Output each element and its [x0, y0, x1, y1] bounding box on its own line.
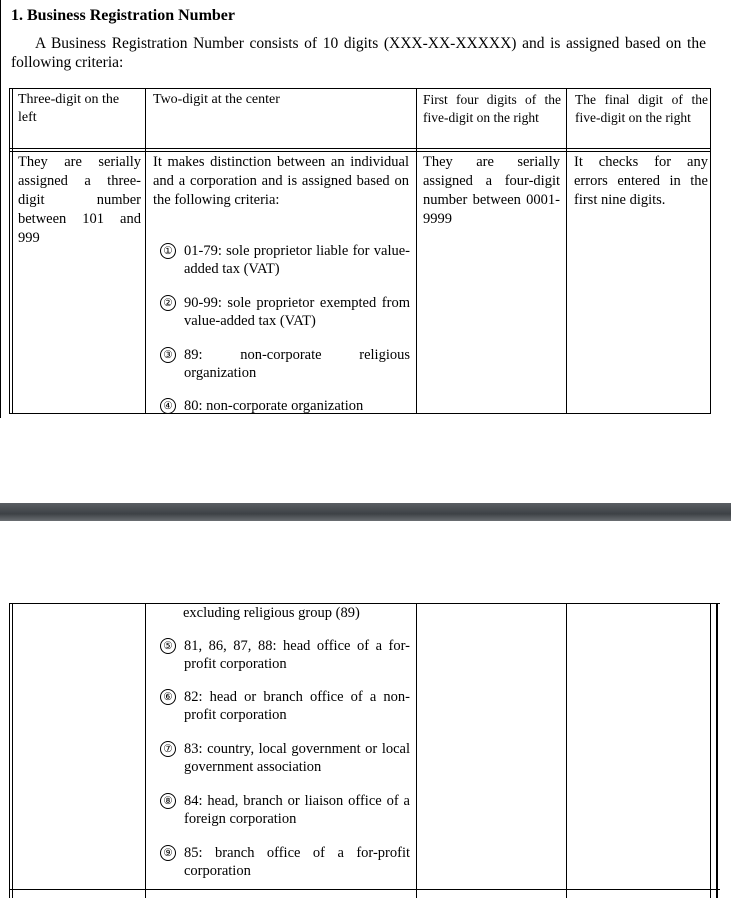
criteria-item — [160, 740, 410, 776]
table-header-divider-2 — [9, 151, 711, 152]
col-4-body: It checks for any errors entered in the first nine digits. — [574, 154, 708, 208]
criteria-text: 01-79: sole proprietor liable for value-added tax (VAT) — [184, 243, 410, 277]
criteria-item — [160, 637, 410, 673]
page-break-bar — [0, 503, 731, 521]
criteria-item — [160, 688, 410, 724]
col-divider-1 — [145, 603, 146, 898]
criteria-text: 85: branch office of a for-profit corporation — [184, 845, 410, 879]
circled-number: ② — [160, 295, 176, 311]
table-bottom-border — [9, 889, 720, 890]
criteria-item — [160, 792, 410, 828]
section-heading: 1. Business Registration Number — [11, 7, 236, 24]
header-col-1: Three-digit on the left — [18, 92, 120, 125]
header-col-2: Two-digit at the center — [153, 92, 280, 107]
criteria-text: 80: non-corporate organization — [184, 398, 364, 414]
header-col-4: The final digit of the five-digit on the right — [575, 92, 708, 125]
table-top-border — [9, 88, 711, 89]
criteria-text: 83: country, local government or local government association — [184, 741, 410, 775]
col-divider-1 — [145, 88, 146, 414]
table-left-border — [9, 603, 10, 898]
document-page-2 — [0, 600, 731, 898]
col-divider-2 — [416, 603, 417, 898]
col-1-body: They are serially assigned a three-digit number between 101 and 999 — [18, 154, 141, 246]
criteria-item — [160, 844, 410, 880]
criteria-text: 84: head, branch or liaison office of a foreign corporation — [184, 793, 410, 827]
circled-number: ⑤ — [160, 638, 176, 654]
col-2-intro: It makes distinction between an individual and a corporation and is assigned based on the following criteria: — [153, 154, 409, 208]
criteria-text: 81, 86, 87, 88: head office of a for-profit corporation — [184, 638, 410, 672]
page-left-border — [0, 0, 1, 418]
table-right-border — [710, 88, 711, 414]
circled-number: ⑥ — [160, 689, 176, 705]
criteria-text: 82: head or branch office of a non-profit corporation — [184, 689, 410, 723]
col-divider-3 — [566, 603, 567, 898]
document-page-1 — [0, 0, 731, 418]
col-3-body: They are serially assigned a four-digit number between 0001-9999 — [423, 154, 560, 227]
table-left-border-inner — [12, 603, 13, 898]
header-col-3: First four digits of the five-digit on the right — [423, 92, 561, 125]
col-divider-2 — [416, 88, 417, 414]
continuation-text: excluding religious group (89) — [183, 605, 360, 621]
circled-number: ⑦ — [160, 741, 176, 757]
circled-number: ④ — [160, 398, 176, 414]
circled-number: ⑧ — [160, 793, 176, 809]
table-header-divider — [9, 148, 711, 149]
table-left-border — [9, 88, 10, 414]
criteria-item — [160, 346, 410, 382]
criteria-text: 89: non-corporate religious organization — [184, 347, 410, 381]
col-divider-3 — [566, 88, 567, 414]
criteria-text: 90-99: sole proprietor exempted from value-added tax (VAT) — [184, 295, 410, 329]
criteria-item — [160, 397, 410, 415]
circled-number: ③ — [160, 347, 176, 363]
circled-number: ⑨ — [160, 845, 176, 861]
table-right-border — [710, 603, 711, 898]
intro-paragraph: A Business Registration Number consists of 10 digits (XXX-XX-XXXXX) and is assigned based on the following criteria: — [11, 35, 706, 71]
table-left-border-inner — [12, 88, 13, 414]
criteria-item — [160, 242, 410, 278]
table-right-border-outer — [716, 603, 718, 898]
criteria-item — [160, 294, 410, 330]
circled-number: ① — [160, 243, 176, 259]
